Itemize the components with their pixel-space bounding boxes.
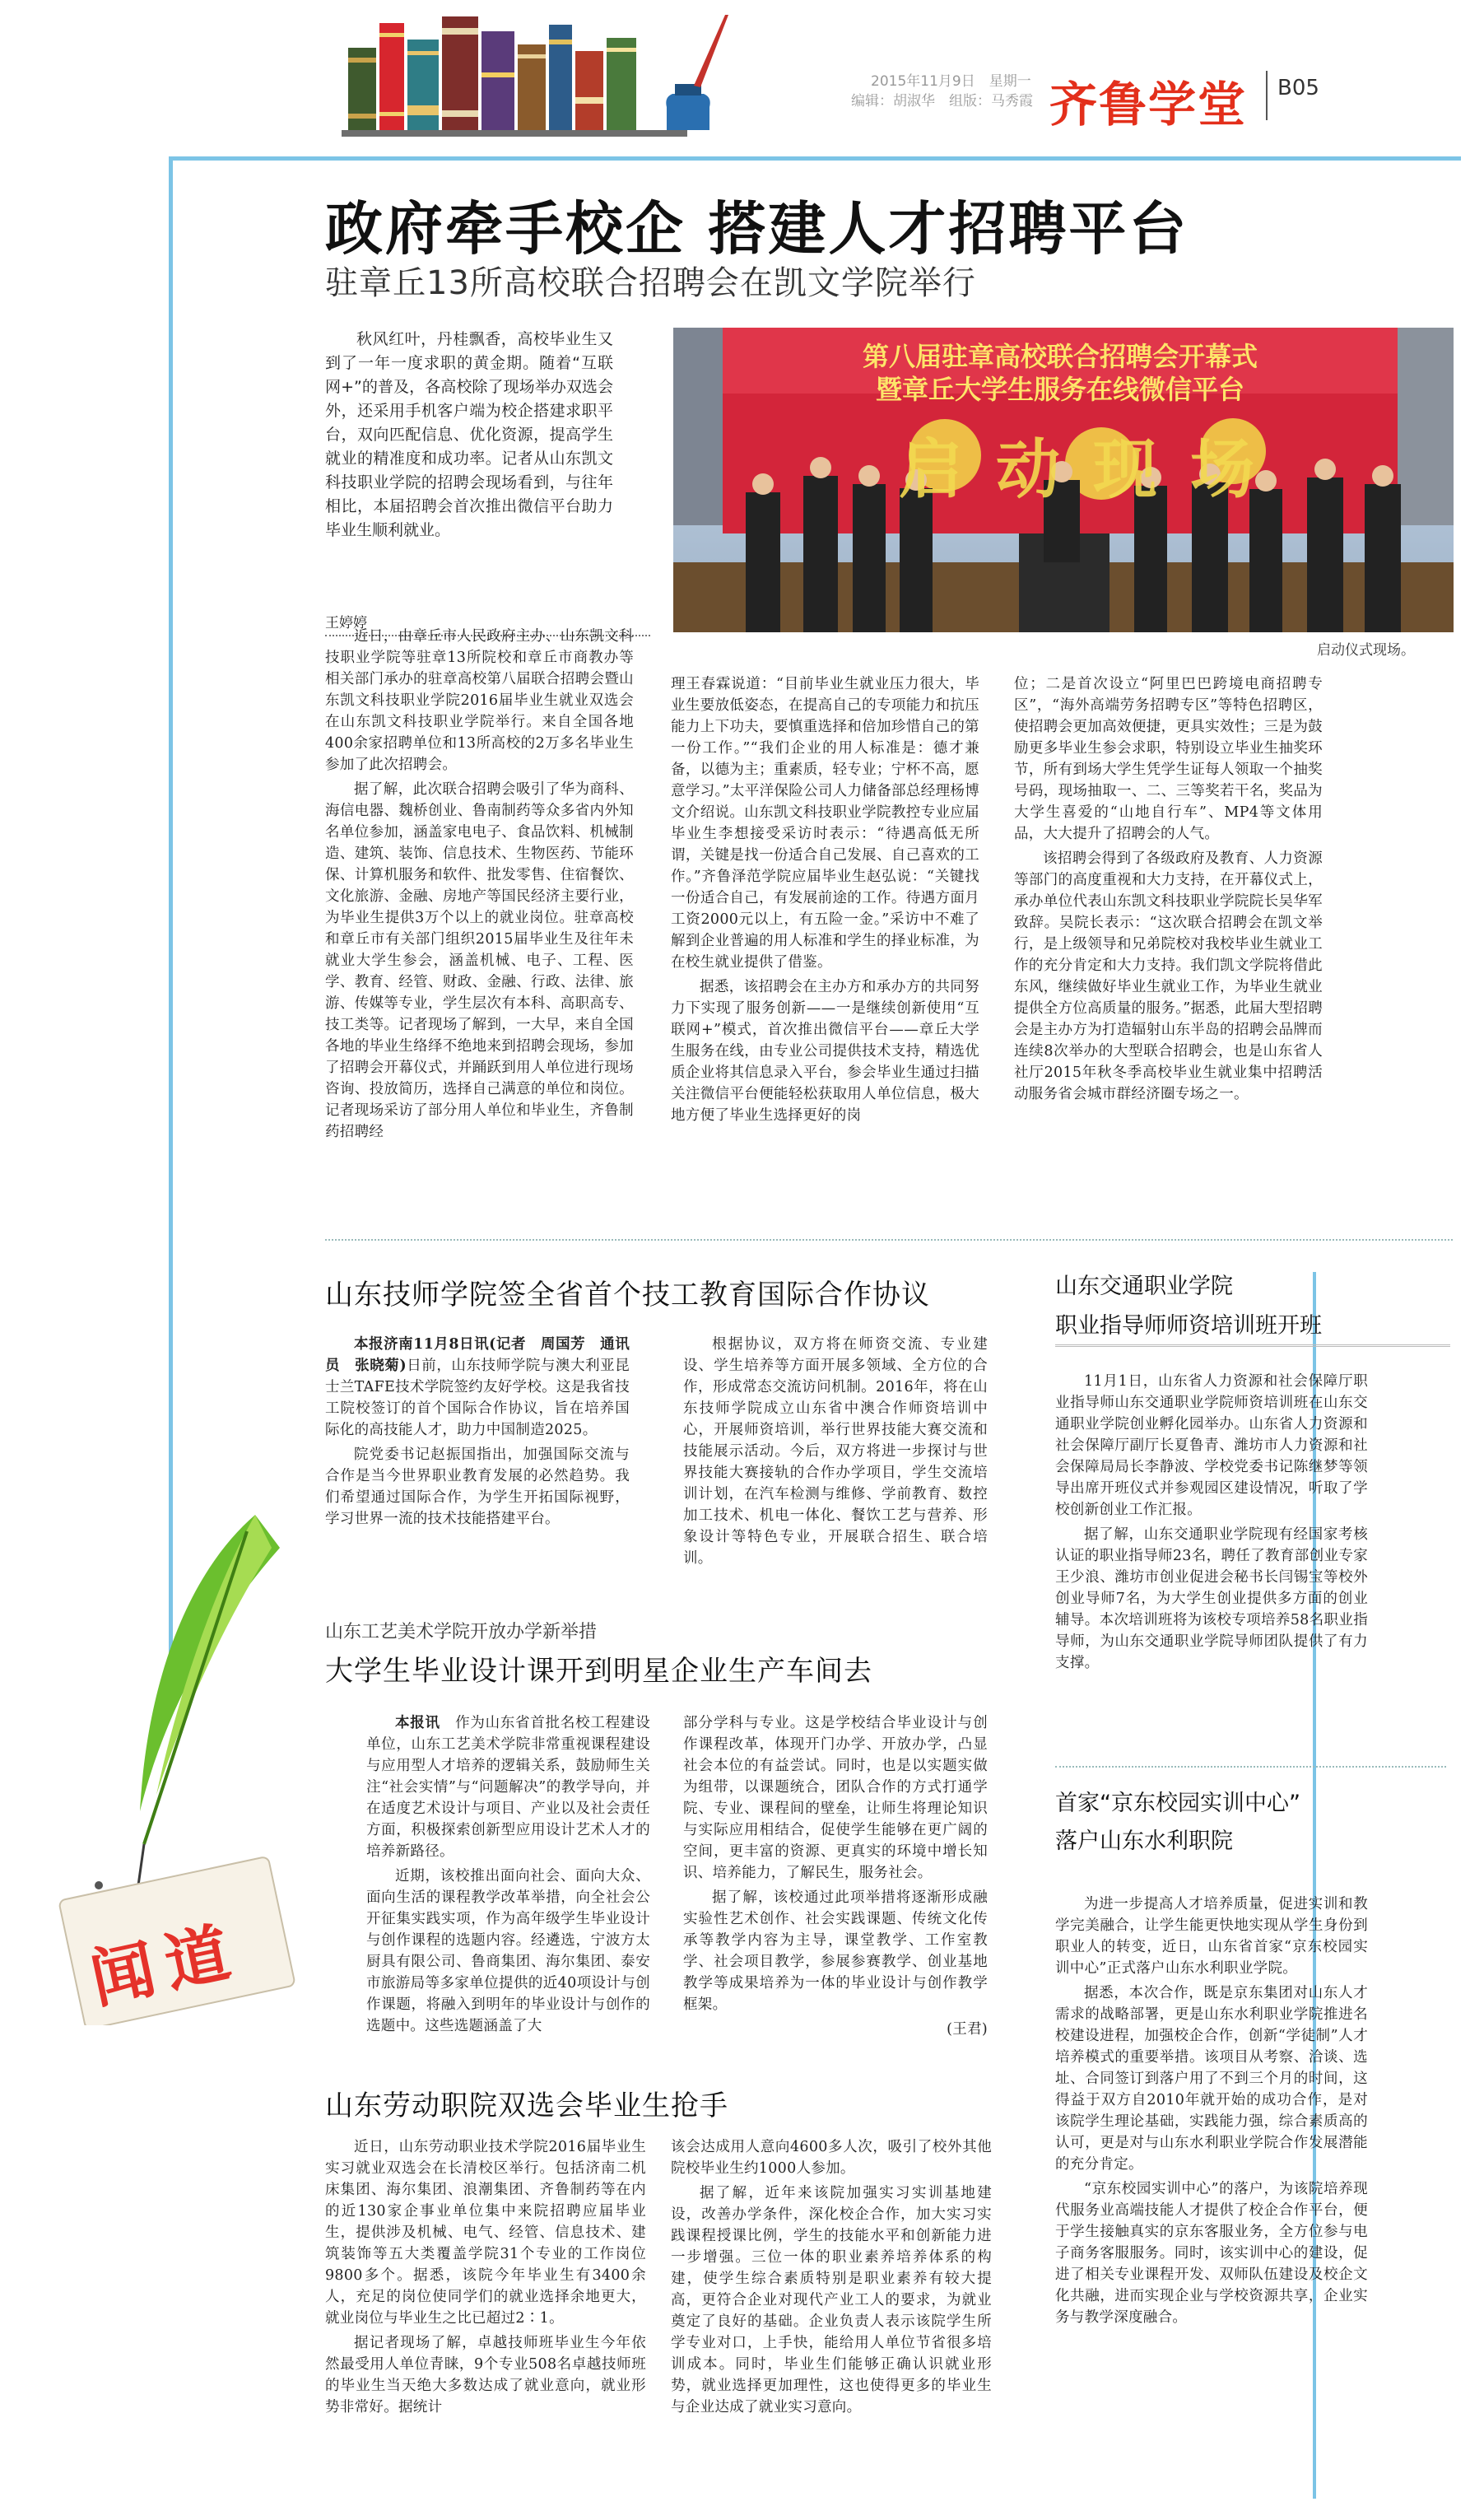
article2-headline: 大学生毕业设计课开到明星企业生产车间去 — [325, 1655, 872, 1688]
sidebar1-paragraph: 据了解，山东交通职业学院现有经国家考核认证的职业指导师23名，聘任了教育部创业专家王少浪、潍坊市创业促进会秘书长闫锡宝等校外创业导师7名，为大学生创业提供多方面的创业辅导。本次培训班将为该校专项培养58名职业指导师，为山东交通职业学院导师团队提供了有力支撑。 — [1055, 1526, 1368, 1671]
banner-big-text: 启动现场 — [898, 433, 1287, 507]
sidebar1-paragraph: 11月1日，山东省人力资源和社会保障厅职业指导师山东交通职业学院师资培训班在山东交通职业学院创业孵化园举办。山东省人力资源和社会保障厅副厅长夏鲁青、潍坊市人力资源和社会保障局局长李静波、学校党委书记陈继梦等领导出席开班仪式并参观园区建设情况，听取了学校创新创业工作汇报。 — [1055, 1373, 1368, 1518]
article2-col1-paragraph — [366, 1712, 650, 1862]
section-title: 齐鲁学堂 — [1049, 77, 1248, 133]
article2-col1-text: 作为山东省首批名校工程建设单位，山东工艺美术学院非常重视课程建设与应用型人才培养的逻辑关系，鼓励师生关注“社会实情”与“问题解决”的教学导向，并在适度艺术设计与项目、产业以及社会责任方面，积极探索创新型应用设计艺术人才的培养新路径。 — [366, 1715, 650, 1860]
article3-col2-paragraph: 该会达成用人意向4600多人次，吸引了校外其他院校毕业生约1000人参加。 — [671, 2139, 992, 2177]
sidebar1-body — [1055, 1371, 1368, 1677]
main-col3-paragraph: 该招聘会得到了各级政府及教育、人力资源等部门的高度重视和大力支持，在开幕仪式上，承办单位代表山东凯文科技职业学院院长吴华军致辞。吴院长表示：“这次联合招聘会在凯文举行，是上级领导和兄弟院校对我校毕业生就业工作的充分肯定和大力支持。我们凯文学院将借此东风，继续做好毕业生就业工作，为毕业生就业提供全方位高质量的服务。”据悉，此届大型招聘会是主办方为打造辐射山东半岛的招聘会品牌而连续8次举办的大型联合招聘会，也是山东省人社厅2015年秋冬季高校毕业生就业集中招聘活动服务省会城市群经济圈专场之一。 — [1014, 850, 1323, 1102]
photo-caption: 启动仪式现场。 — [1317, 642, 1415, 659]
decorative-top-rule — [169, 156, 1461, 161]
main-article-divider — [325, 1239, 1453, 1241]
main-column-1 — [325, 626, 634, 1146]
article2-signature: (王君) — [947, 2021, 988, 2038]
main-col3-paragraph: 位；二是首次设立“阿里巴巴跨境电商招聘专区”，“海外高端劳务招聘专区”等特色招聘区，使招聘会更加高效便捷，更具实效性；三是为鼓励更多毕业生参会求职，特别设立毕业生抽奖环节，所有到场大学生凭学生证每人领取一个抽奖号码，现场抽取一、二、三等奖若干名，奖品为大学生喜爱的“山地自行车”、MP4等文体用品，大大提升了招聘会的人气。 — [1014, 676, 1323, 842]
article2-column-2 — [683, 1712, 988, 2040]
sidebar1-title-line2: 职业指导师师资培训班开班 — [1055, 1307, 1450, 1347]
article2-dateline: 本报讯 — [395, 1715, 440, 1731]
article1-dateline: 本报济南11月8日讯(记者 周国芳 通讯员 张晓菊) — [325, 1336, 630, 1374]
sidebar-divider — [1055, 1766, 1446, 1768]
header-date: 2015年11月9日 星期一 — [871, 73, 1031, 90]
main-headline: 政府牵手校企 搭建人才招聘平台 — [325, 195, 1189, 263]
article1-column-1 — [325, 1334, 630, 1533]
article2-col2-paragraph: 据了解，该校通过此项举措将逐渐形成融实验性艺术创作、社会实践课题、传统文化传承等教学内容为主导，课堂教学、工作室教学、社会项目教学，参展参赛教学、创业基地教学等成果培养为一体的毕业设计与创作教学框架。 — [683, 1889, 988, 2013]
books-illustration — [342, 15, 728, 138]
header-divider — [1266, 71, 1268, 120]
article2-col2-paragraph: 部分学科与专业。这是学校结合毕业设计与创作课程改革，体现开门办学、开放办学，凸显社会本位的有益尝试。同时，也是以实题实做为组带，以课题统合，团队合作的方式打通学院、专业、课程间的壁垒，让师生将理论知识与实际应用相结合，促使学生能够在更广阔的空间，更丰富的资源、更真实的环境中增长知识、培养能力，了解民生，服务社会。 — [683, 1715, 988, 1881]
main-col2-paragraph: 据悉，该招聘会在主办方和承办方的共同努力下实现了服务创新——一是继续创新使用“互联网+”模式，首次推出微信平台——章丘大学生服务在线，由专业公司提供技术支持，精选优质企业将其信息录入平台，参会毕业生通过扫描关注微信平台便能轻松获取用人单位信息，极大地方便了毕业生选择更好的岗 — [671, 979, 979, 1124]
article1-col2-paragraph: 根据协议，双方将在师资交流、专业建设、学生培养等方面开展多领域、全方位的合作，形成常态交流访问机制。2016年，将在山东技师学院成立山东省中澳合作师资培训中心，开展师资培训，举行世界技能大赛交流和技能展示活动。今后，双方将进一步探讨与世界技能大赛接轨的合作办学项目，学生交流培训计划，在汽车检测与维修、学前教育、数控加工技术、机电一体化、餐饮工艺与营养、形象设计等特色专业，开展联合招生、联合培训。 — [683, 1336, 988, 1567]
sidebar2-title-line1: 首家“京东校园实训中心” — [1055, 1791, 1300, 1816]
sidebar1-title-line1: 山东交通职业学院 — [1055, 1274, 1233, 1299]
main-byline: 王婷婷 — [325, 611, 650, 636]
sidebar2-paragraph: “京东校园实训中心”的落户，为该院培养现代服务业高端技能人才提供了校企合作平台，便于学生接触真实的京东客服业务，全方位参与电子商务客服服务。同时，该实训中心的建设，促进了相关专业课程开发、双师队伍建设及校企文化共融，进而实现企业与学校资源共享，企业实务与教学深度融合。 — [1055, 2181, 1368, 2326]
article1-col1-text: 日前，山东技师学院与澳大利亚昆士兰TAFE技术学院签约友好学校。这是我省技工院校签订的首个国际合作协议，旨在培养国际化的高技能人才，助力中国制造2025。 — [325, 1358, 630, 1438]
article2-col1-paragraph: 近期，该校推出面向社会、面向大众、面向生活的课程教学改革举措，向全社会公开征集实践实项，作为高年级学生毕业设计与创作课程的选题内容。经遴选，宁波方太厨具有限公司、鲁商集团、海尔集团、泰安市旅游局等多家单位提供的近40项设计与创作课题，将融入到明年的毕业设计与创作的选题中。这些选题涵盖了大 — [366, 1868, 650, 2034]
sidebar2-body — [1055, 1894, 1368, 2332]
main-subheadline: 驻章丘13所高校联合招聘会在凯文学院举行 — [325, 264, 976, 302]
main-col2-paragraph: 理王春霖说道：“目前毕业生就业压力很大，毕业生要放低姿态，在提高自己的专项能力和抗压能力上下功夫，要慎重选择和倍加珍惜自己的第一份工作。”“我们企业的用人标准是：德才兼备，以德为主；重素质，轻专业；宁杯不高，愿意学习。”太平洋保险公司人力储备部总经理杨博文介绍说。山东凯文科技职业学院教控专业应届毕业生李想接受采访时表示：“待遇高低无所谓，关键是找一份适合自己发展、自己喜欢的工作。”齐鲁泽范学院应届毕业生赵弘说：“关键找一份适合自己，有发展前途的工作。待遇方面月工资2000元以上，有五险一金。”采访中不难了解到企业普遍的用人标准和学生的择业标准，为在校生就业提供了借鉴。 — [671, 676, 979, 971]
page-number: B05 — [1277, 76, 1319, 100]
card-text: 闻道 — [84, 1913, 248, 2018]
article3-col1-paragraph: 近日，山东劳动职业技术学院2016届毕业生实习就业双选会在长清校区举行。包括济南二机床集团、海尔集团、浪潮集团、齐鲁制药等在内的近130家企事业单位集中来院招聘应届毕业生，提供涉及机械、电气、经管、信息技术、建筑装饰等五大类覆盖学院31个专业的工作岗位9800多个。据悉，该院今年毕业生有3400余人，充足的岗位使同学们的就业选择余地更大，就业岗位与毕业生之比已超过2∶1。 — [325, 2139, 646, 2327]
article1-col1-paragraph — [325, 1334, 630, 1441]
article3-headline: 山东劳动职院双选会毕业生抢手 — [325, 2089, 728, 2122]
main-column-2 — [671, 673, 979, 1130]
sidebar2-title-line2: 落户山东水利职院 — [1055, 1829, 1233, 1854]
article2-kicker: 山东工艺美术学院开放办学新举措 — [325, 1622, 598, 1642]
article3-column-2 — [671, 2136, 992, 2421]
header-editor: 编辑：胡淑华 组版：马秀霞 — [851, 93, 1033, 109]
main-lead: 秋风红叶，丹桂飘香，高校毕业生又到了一年一度求职的黄金期。随着“互联网+”的普及，各高校除了现场举办双选会外，还采用手机客户端为校企搭建求职平台，双向匹配信息、优化资源，提高学生就业的精准度和成功率。记者从山东凯文科技职业学院的招聘会现场看到，与往年相比，本届招聘会首次推出微信平台助力毕业生顺利就业。 — [325, 330, 613, 539]
article3-col2-paragraph: 据了解，近年来该院加强实习实训基地建设，改善办学条件，深化校企合作，加大实习实践课程授课比例，学生的技能水平和创新能力进一步增强。三位一体的职业素养培养体系的构建，使学生综合素质特别是职业素养有较大提高，更符合企业对现代产业工人的要求，为就业奠定了良好的基础。企业负责人表示该院学生所学专业对口，上手快，能给用人单位节省很多培训成本。同时，毕业生们能够正确认识就业形势，就业选择更加理性，这也使得更多的毕业生与企业达成了就业实习意向。 — [671, 2185, 992, 2415]
sidebar2-paragraph: 据悉，本次合作，既是京东集团对山东人才需求的战略部署，更是山东水利职业学院推进名校建设进程，加强校企合作，创新“学徒制”人才培养模式的重要举措。该项目从考察、洽谈、选址、合同签订到落户用了不到三个月的时间，这得益于双方自2010年就开始的成功合作，是对该院学生理论基础，实践能力强，综合素质高的认可，更是对与山东水利职业学院合作发展潜能的充分肯定。 — [1055, 1985, 1368, 2173]
banner-text-1: 第八届驻章高校联合招聘会开幕式 — [862, 341, 1258, 372]
decorative-left-rule — [169, 156, 173, 1679]
main-col1-paragraph: 近日，由章丘市人民政府主办、山东凯文科技职业学院等驻章13所院校和章丘市商教办等相关部门承办的驻章高校第八届联合招聘会暨山东凯文科技职业学院2016届毕业生就业双选会在山东凯文科技职业学院举行。来自全国各地400余家招聘单位和13所高校的2万多名毕业生参加了此次招聘会。 — [325, 628, 634, 773]
main-column-3 — [1014, 673, 1323, 1108]
article1-col1-paragraph: 院党委书记赵振国指出，加强国际交流与合作是当今世界职业教育发展的必然趋势。我们希望通过国际合作，为学生开拓国际视野，学习世界一流的技术技能搭建平台。 — [325, 1447, 630, 1527]
article1-column-2 — [683, 1334, 988, 1572]
article3-column-1 — [325, 2136, 646, 2421]
article3-col1-paragraph: 据记者现场了解，卓越技师班毕业生今年依然最受用人单位青睐，9个专业508名卓越技师班的毕业生当天绝大多数达成了就业意向，就业形势非常好。据统计 — [325, 2335, 646, 2415]
sidebar2-paragraph: 为进一步提高人才培养质量，促进实训和教学完美融合，让学生能更快地实现从学生身份到职业人的转变，近日，山东省首家“京东校园实训中心”正式落户山东水利职业学院。 — [1055, 1896, 1368, 1977]
main-col1-paragraph: 据了解，此次联合招聘会吸引了华为商科、海信电器、魏桥创业、鲁南制药等众多省内外知名单位参加，涵盖家电电子、食品饮料、机械制造、建筑、装饰、信息技术、生物医药、节能环保、计算机服务和软件、批发零售、住宿餐饮、文化旅游、金融、房地产等国民经济主要行业，为毕业生提供3万个以上的就业岗位。驻章高校和章丘市有关部门组织2015届毕业生及往年未就业大学生参会，涵盖机械、电子、工程、医学、教育、经管、财政、金融、行政、法律、旅游、传媒等专业，学生层次有本科、高职高专、技工类等。记者现场了解到，一大早，来自全国各地的毕业生络绎不绝地来到招聘会现场，参加了招聘会开幕仪式，并踊跃到用人单位进行现场咨询、投放简历，选择自己满意的单位和岗位。记者现场采访了部分用人单位和毕业生，齐鲁制药招聘经 — [325, 781, 634, 1140]
article2-column-1 — [366, 1712, 650, 2040]
banner-text-2: 暨章丘大学生服务在线微信平台 — [875, 374, 1244, 405]
ceremony-photo — [673, 328, 1454, 632]
article1-headline: 山东技师学院签全省首个技工教育国际合作协议 — [325, 1279, 930, 1311]
